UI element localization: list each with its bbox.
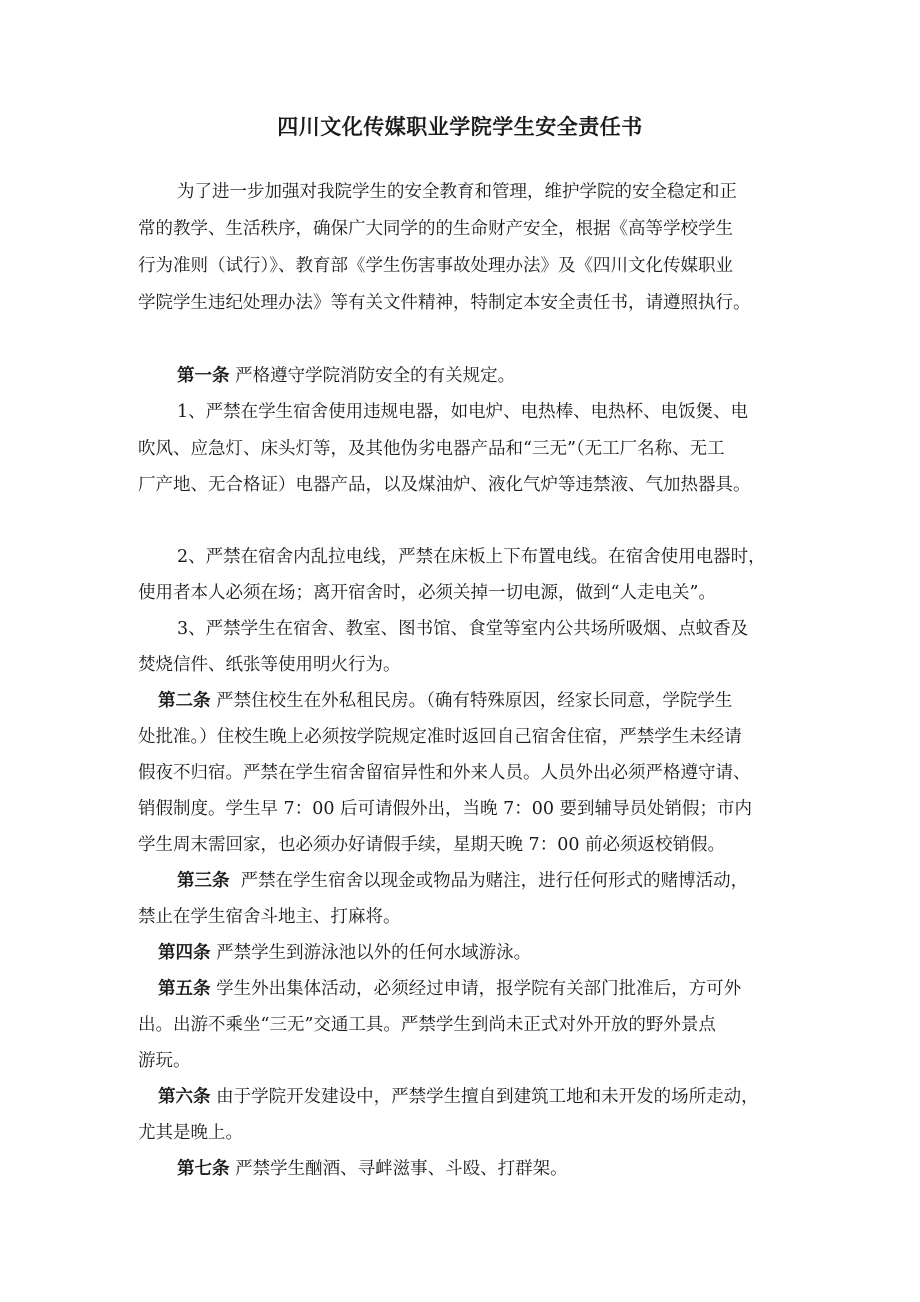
article-5-line: 出。出游不乘坐“三无”交通工具。严禁学生到尚未正式对外开放的野外景点 — [138, 1015, 716, 1035]
article-2-line: 严禁住校生在外私租民房。（确有特殊原因，经家长同意，学院学生 — [216, 691, 733, 711]
article-7-heading: 第七条 — [177, 1159, 230, 1179]
article-2-line: 假夜不归宿。严禁在学生宿舍留宿异性和外来人员。人员外出必须严格遵守请、 — [138, 763, 751, 783]
article-2-line: 处批准。）住校生晚上必须按学院规定准时返回自己宿舍住宿，严禁学生未经请 — [138, 727, 742, 747]
article-2 — [158, 689, 732, 713]
article-1-item-2-line: 2、严禁在宿舍内乱拉电线，严禁在床板上下布置电线。在宿舍使用电器时， — [177, 547, 766, 567]
article-4-heading: 第四条 — [158, 943, 211, 963]
article-3-line: 禁止在学生宿舍斗地主、打麻将。 — [138, 907, 401, 927]
article-6-line: 尤其是晚上。 — [138, 1123, 243, 1143]
article-3 — [177, 869, 748, 893]
article-4 — [158, 941, 531, 965]
article-6-heading: 第六条 — [158, 1087, 211, 1107]
article-5-line: 游玩。 — [138, 1051, 191, 1071]
article-3-line: 严禁在学生宿舍以现金或物品为赌注，进行任何形式的赌博活动， — [240, 871, 749, 891]
article-1-text: 严格遵守学院消防安全的有关规定。 — [235, 366, 516, 386]
article-7-text: 严禁学生酗酒、寻衅滋事、斗殴、打群架。 — [235, 1159, 568, 1179]
intro-line: 常的教学、生活秩序，确保广大同学的的生命财产安全，根据《高等学校学生 — [138, 219, 733, 239]
article-5-line: 学生外出集体活动，必须经过申请，报学院有关部门批准后，方可外 — [216, 979, 742, 999]
article-1-item-1-line: 吹风、应急灯、床头灯等，及其他伪劣电器产品和“三无”（无工厂名称、无工 — [138, 439, 725, 459]
article-7 — [177, 1157, 568, 1181]
article-1 — [177, 364, 515, 388]
article-3-heading: 第三条 — [177, 871, 230, 891]
article-1-heading: 第一条 — [177, 366, 230, 386]
article-1-item-3-line: 焚烧信件、纸张等使用明火行为。 — [138, 655, 401, 675]
article-1-item-2-line: 使用者本人必须在场；离开宿舍时，必须关掉一切电源，做到“人走电关”。 — [138, 583, 716, 603]
article-4-text: 严禁学生到游泳池以外的任何水域游泳。 — [216, 943, 532, 963]
intro-line: 学院学生违纪处理办法》等有关文件精神，特制定本安全责任书，请遵照执行。 — [138, 293, 751, 313]
article-2-line: 销假制度。学生早 7：00 后可请假外出，当晚 7：00 要到辅导员处销假；市内 — [138, 799, 753, 819]
intro-line: 行为准则（试行）》、教育部《学生伤害事故处理办法》及《四川文化传媒职业 — [138, 256, 733, 276]
intro-line: 为了进一步加强对我院学生的安全教育和管理，维护学院的安全稳定和正 — [177, 182, 737, 202]
article-2-heading: 第二条 — [158, 691, 211, 711]
article-5 — [158, 977, 741, 1001]
article-2-line: 学生周末需回家，也必须办好请假手续，星期天晚 7：00 前必须返校销假。 — [138, 835, 726, 855]
article-1-item-1-line: 厂产地、无合格证）电器产品，以及煤油炉、液化气炉等违禁液、气加热器具。 — [138, 475, 751, 495]
article-6-line: 由于学院开发建设中，严禁学生擅自到建筑工地和未开发的场所走动， — [216, 1087, 759, 1107]
article-1-item-1-line: 1、严禁在学生宿舍使用违规电器，如电炉、电热棒、电热杯、电饭煲、电 — [177, 402, 749, 422]
article-6 — [158, 1085, 759, 1109]
document-title: 四川文化传媒职业学院学生安全责任书 — [277, 115, 643, 139]
article-5-heading: 第五条 — [158, 979, 211, 999]
article-1-item-3-line: 3、严禁学生在宿舍、教室、图书馆、食堂等室内公共场所吸烟、点蚊香及 — [177, 619, 749, 639]
